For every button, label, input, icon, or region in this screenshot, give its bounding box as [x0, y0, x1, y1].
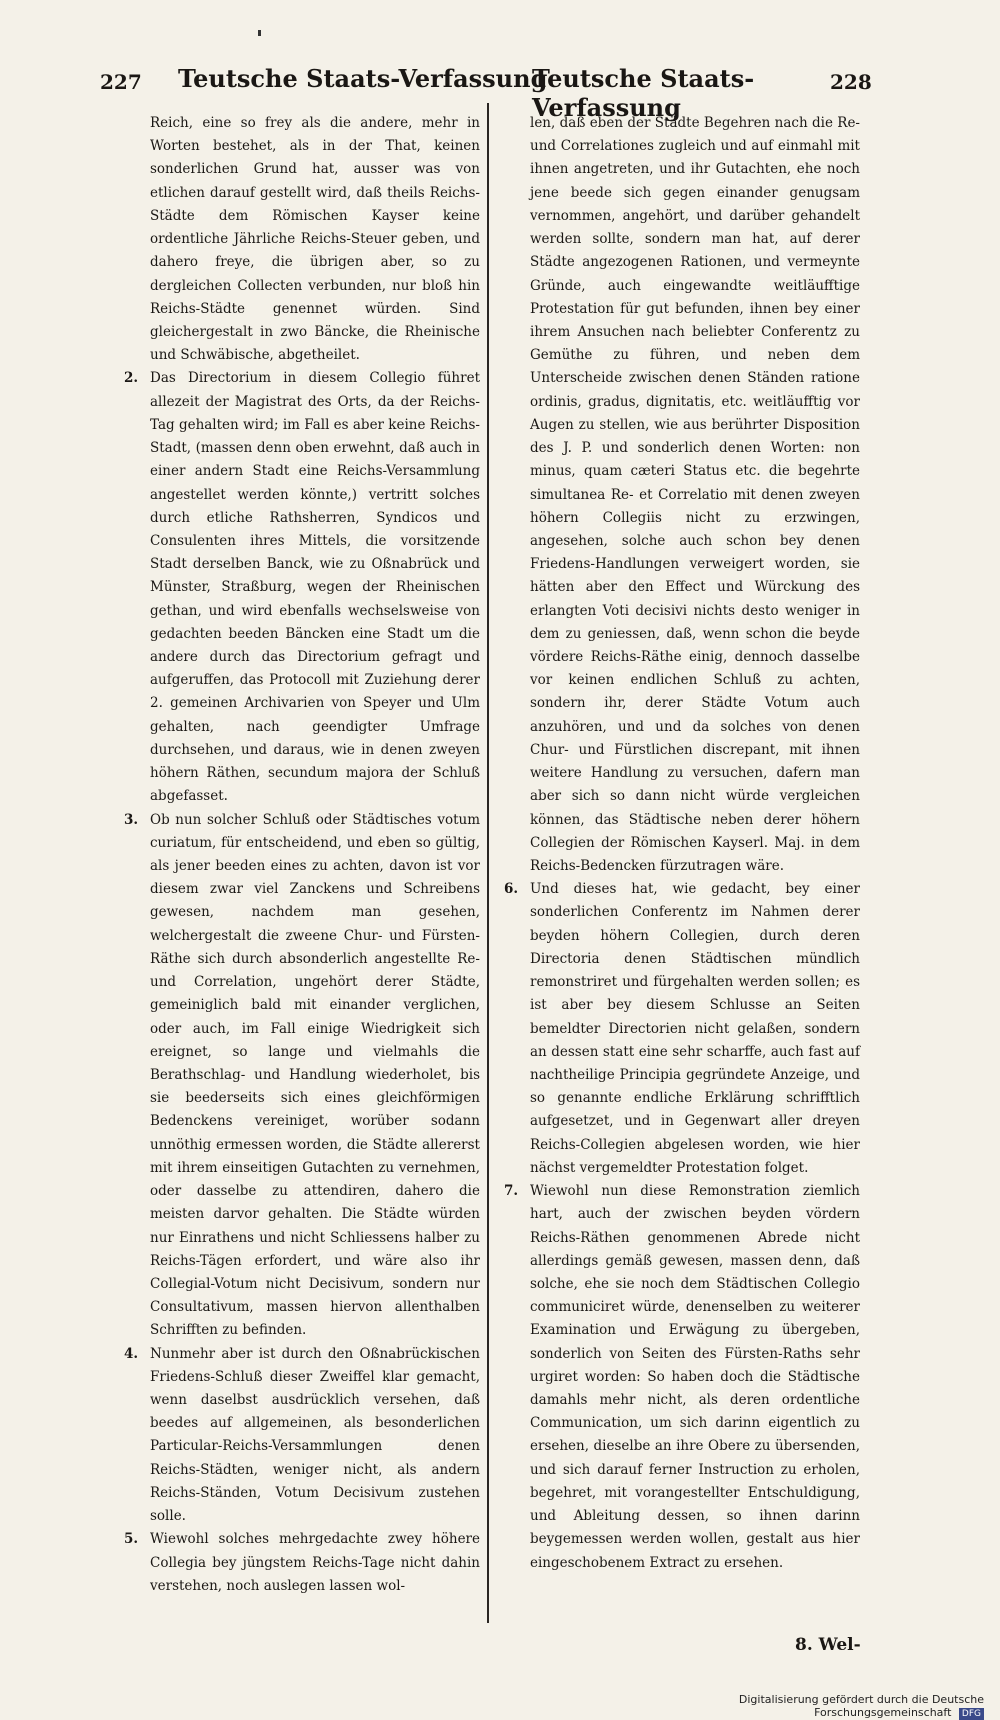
ink-mark — [258, 30, 261, 36]
paragraph-text: Wiewohl solches mehrgedachte zwey höhere Collegia bey jüngstem Reichs-Tage nicht dahin verstehen, noch auslegen lassen wol- — [150, 1531, 480, 1594]
paragraph-number: 6. — [504, 881, 519, 898]
digitization-footer — [604, 1693, 984, 1720]
left-paragraph-3 — [124, 809, 480, 1343]
paragraph-text: Ob nun solcher Schluß oder Städtisches votum curiatum, für entscheidend, und eben so gültig, als jener beeden eines zu achten, davon ist vor diesem zwar viel Zanckens und Schreibens gewesen, nachdem man gesehen, welchergestalt die zweene Chur- und Fürsten-Räthe sich durch absonderlich angestellte Re- und Correlation, ungehört derer Städte, gemeiniglich bald mit einander verglichen, oder auch, im Fall einige Wiedrigkeit sich ereignet, so lange und vielmahls die Berathschlag- und Handlung wiederholet, bis sie beederseits sich eines gleichförmigen Bedenckens vereiniget, worüber sodann unnöthig ermessen worden, die Städte allererst mit ihrem einseitigen Gutachten zu vernehmen, oder dasselbe zu attendiren, dahero die meisten darvor gehalten. Die Städte würden nur Einrathens und nicht Schliessens halber zu Reichs-Tägen erfordert, und wäre also ihr Collegial-Votum nicht Decisivum, sondern nur Consultativum, massen hiervon allenthalben Schrifften zu befinden. — [150, 811, 480, 1339]
paragraph-text: Das Directorium in diesem Collegio führet allezeit der Magistrat des Orts, da der Reichs-Tag gehalten wird; im Fall es aber keine Reichs-Stadt, (massen denn oben erwehnt, daß auch in einer andern Stadt eine Reichs-Versammlung angestellet werden könnte,) vertritt solches durch etliche Rathsherren, Syndicos und Consulenten ihres Mittels, die vorsitzende Stadt derselben Banck, wie zu Oßnabrück und Münster, Straßburg, wegen der Rheinischen gethan, und wird ebenfalls wechselsweise von gedachten beeden Bäncken eine Stadt um die andere durch das Directorium gefragt und aufgeruffen, das Protocoll mit Zuziehung derer 2. gemeinen Archivarien von Speyer und Ulm gehalten, nach geendigter Umfrage durchsehen, und daraus, wie in denen zweyen höhern Räthen, secundum majora der Schluß abgefasset. — [150, 370, 480, 805]
right-running-title: Teutsche Staats-Verfassung — [532, 64, 755, 122]
right-paragraph-3 — [504, 1180, 860, 1575]
left-running-title: Teutsche Staats-Verfassung — [178, 64, 548, 93]
paragraph-text: Und dieses hat, wie gedacht, bey einer sonderlichen Conferentz im Nahmen derer beyden höhern Collegien, durch deren Directoria denen Städtischen mündlich remonstriret und fürgehalten werden sollen; es ist aber bey diesem Schlusse an Seiten bemeldter Directorien nicht gelaßen, sondern an dessen statt eine sehr scharffe, auch fast auf nachtheilige Principia gegründete Anzeige, und so genannte endliche Erklärung schrifftlich aufgesetzet, und in Gegenwart aller dreyen Reichs-Collegien abgelesen worden, wie hier nächst vergemeldter Protestation folget. — [530, 881, 860, 1176]
right-column — [504, 112, 860, 1575]
left-paragraph-1 — [150, 112, 480, 367]
right-paragraph-1 — [530, 112, 860, 878]
right-paragraph-2 — [504, 878, 860, 1180]
column-divider — [487, 103, 489, 1623]
paragraph-number: 2. — [124, 370, 139, 387]
paragraph-number: 4. — [124, 1345, 139, 1362]
left-paragraph-4 — [124, 1343, 480, 1529]
dfg-logo: DFG — [959, 1708, 984, 1720]
left-column — [124, 112, 480, 1598]
catchword: 8. Wel- — [795, 1635, 861, 1655]
paragraph-number: 5. — [124, 1531, 139, 1548]
paragraph-text: Nunmehr aber ist durch den Oßnabrückischen Friedens-Schluß dieser Zweiffel klar gemacht, wenn daselbst ausdrücklich versehen, daß beedes auf allgemeinen, als besonderlichen Particular-Reichs-Versammlungen denen Reichs-Städten, weniger nicht, als andern Reichs-Ständen, Votum Decisivum zustehen solle. — [150, 1345, 480, 1525]
paragraph-text: Reich, eine so frey als die andere, mehr in Worten bestehet, als in der That, keinen sonderlichen Grund hat, ausser was von etlichen darauf gestellt wird, daß theils Reichs-Städte dem Römischen Kayser keine ordentliche Jährliche Reichs-Steuer geben, und dahero freye, die übrigen aber, so zu dergleichen Collecten verbunden, nur bloß hin Reichs-Städte genennet würden. Sind gleichergestalt in zwo Bäncke, die Rheinische und Schwäbische, abgetheilet. — [150, 115, 480, 364]
left-paragraph-5 — [124, 1528, 480, 1598]
paragraph-text: len, daß eben der Städte Begehren nach die Re- und Correlationes zugleich und auf einmahl mit ihnen angetreten, und ihr Gutachten, ehe noch jene beede sich gegen einander genugsam vernommen, angehört, und darüber gehandelt werden sollte, sondern man hat, auf derer Städte angezogenen Rationen, und vermeynte Gründe, auch eingewandte weitläufftige Protestation für gut befunden, ihnen bey einer ihrem Ansuchen nach beliebter Conferentz zu Gemüthe zu führen, und neben dem Unterscheide zwischen denen Ständen ratione ordinis, gradus, dignitatis, etc. weitläufftig vor Augen zu stellen, wie aus berührter Disposition des J. P. und sonderlich denen Worten: non minus, quam cæteri Status etc. die begehrte simultanea Re- et Correlatio mit denen zweyen höhern Collegiis nicht zu erzwingen, angesehen, solche auch schon bey denen Friedens-Handlungen verweigert worden, sie hätten aber den Effect und Würckung des erlangten Voti decisivi nichts desto weniger in dem zu geniessen, daß, wenn schon die beyde vördere Reichs-Räthe einig, dennoch dasselbe vor keinen endlichen Schluß zu achten, sondern ihr, derer Städte Votum auch anzuhören, und und da solches von denen Chur- und Fürstlichen discrepant, mit ihnen weitere Handlung zu versuchen, dafern man aber sich so dann nicht würde vergleichen können, das Städtische neben derer höhern Collegien der Römischen Kayserl. Maj. in dem Reichs-Bedencken fürzutragen wäre. — [530, 115, 860, 874]
paragraph-number: 7. — [504, 1183, 519, 1200]
footer-credit: Digitalisierung gefördert durch die Deutsche Forschungsgemeinschaft — [738, 1693, 984, 1719]
left-page-number: 227 — [100, 70, 142, 94]
running-header — [100, 62, 880, 122]
right-page-number: 228 — [830, 70, 872, 94]
paragraph-number: 3. — [124, 811, 139, 828]
left-paragraph-2 — [124, 367, 480, 808]
paragraph-text: Wiewohl nun diese Remonstration ziemlich hart, auch der zwischen beyden vördern Reichs-Räthen genommenen Abrede nicht allerdings gemäß gewesen, massen denn, daß solche, ehe sie noch dem Städtischen Collegio communiciret würde, denenselben zu weiterer Examination und Erwägung zu übergeben, sonderlich von Seiten des Fürsten-Raths sehr urgiret worden: So haben doch die Städtische damahls mehr nicht, als deren ordentliche Communication, um sich darinn eigentlich zu ersehen, dieselbe an ihre Obere zu übersenden, und sich darauf ferner Instruction zu erholen, begehret, mit vorangestellter Entschuldigung, und Ableitung dessen, so ihnen darinn beygemessen werden wollen, gestalt aus hier eingeschobenem Extract zu ersehen. — [530, 1183, 860, 1571]
